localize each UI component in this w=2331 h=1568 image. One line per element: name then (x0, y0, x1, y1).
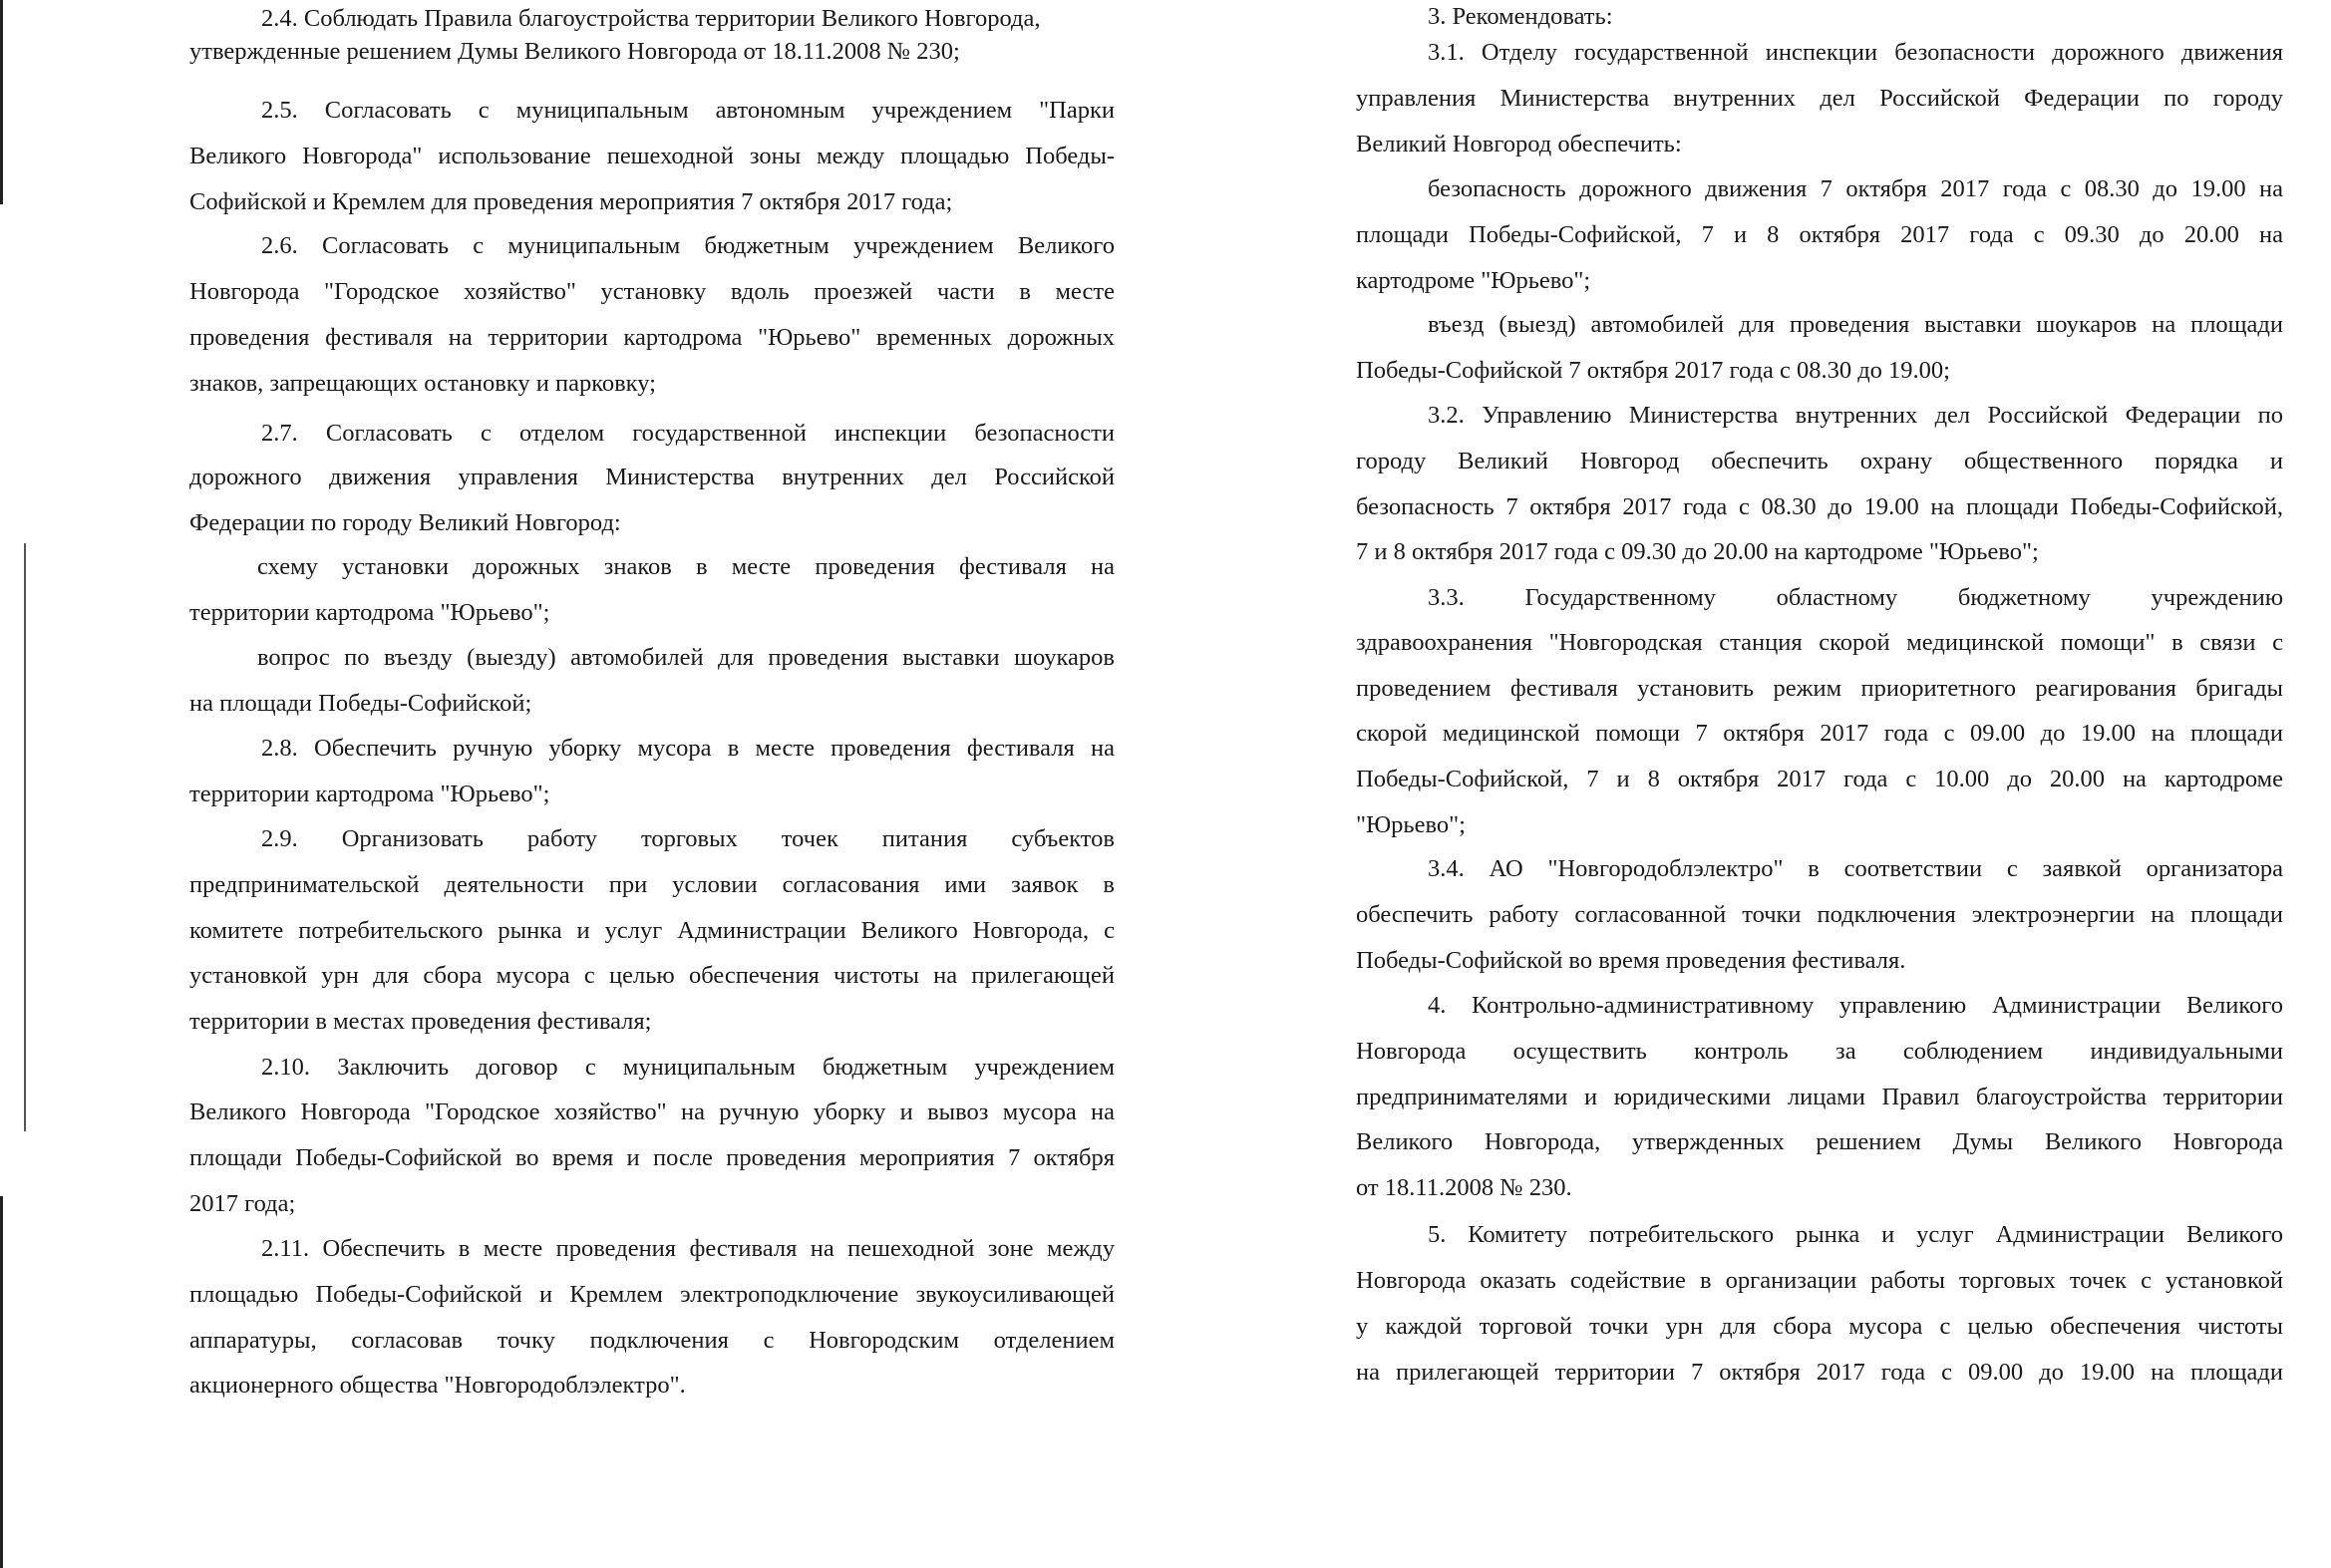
right-page-text-line: на прилегающей территории 7 октября 2017 года с 09.00 до 19.00 на площади (1356, 1359, 2283, 1386)
left-page-text-line: 2.4. Соблюдать Правила благоустройства территории Великого Новгорода, (261, 5, 1041, 32)
left-page-text-line: 2.10. Заключить договор с муниципальным бюджетным учреждением (261, 1054, 1115, 1081)
left-page-text-line: 2.6. Согласовать с муниципальным бюджетным учреждением Великого (261, 232, 1115, 259)
scan-edge-mark (0, 0, 3, 204)
right-page-text-line: Новгорода осуществить контроль за соблюдением индивидуальными (1356, 1038, 2283, 1065)
right-page-text-line: Победы-Софийской, 7 и 8 октября 2017 года с 10.00 до 20.00 на картодроме (1356, 766, 2283, 792)
right-page-text-line: проведением фестиваля установить режим приоритетного реагирования бригады (1356, 675, 2283, 702)
left-page-text-line: проведения фестиваля на территории картодрома "Юрьево" временных дорожных (189, 324, 1115, 351)
left-page-text-line: акционерного общества "Новгородоблэлектро". (189, 1372, 686, 1399)
right-page-text-line: управления Министерства внутренних дел Российской Федерации по городу (1356, 85, 2283, 112)
left-page-text-line: территории картодрома "Юрьево"; (189, 599, 550, 626)
right-page-text-line: скорой медицинской помощи 7 октября 2017 года с 09.00 до 19.00 на площади (1356, 720, 2283, 747)
right-page-text-line: 3. Рекомендовать: (1428, 3, 1613, 30)
right-page-text-line: Новгорода оказать содействие в организации работы торговых точек с установкой (1356, 1267, 2283, 1294)
right-page-text-line: 5. Комитету потребительского рынка и услуг Администрации Великого (1428, 1221, 2283, 1248)
right-page-text-line: безопасность дорожного движения 7 октября 2017 года с 08.30 до 19.00 на (1428, 175, 2283, 202)
left-page-text-line: схему установки дорожных знаков в месте проведения фестиваля на (257, 553, 1115, 580)
left-page-text-line: вопрос по въезду (выезду) автомобилей для проведения выставки шоукаров (257, 644, 1115, 671)
right-page-text-line: 3.2. Управлению Министерства внутренних дел Российской Федерации по (1428, 402, 2283, 429)
left-page-text-line: на площади Победы-Софийской; (189, 690, 532, 717)
right-page-text-line: 7 и 8 октября 2017 года с 09.30 до 20.00 на картодроме "Юрьево"; (1356, 538, 2039, 565)
left-page-text-line: Великого Новгорода "Городское хозяйство" на ручную уборку и вывоз мусора на (189, 1098, 1115, 1125)
left-page-text-line: территории в местах проведения фестиваля; (189, 1008, 652, 1035)
right-page-text-line: 3.1. Отделу государственной инспекции безопасности дорожного движения (1428, 39, 2283, 66)
right-page-text-line: городу Великий Новгород обеспечить охрану общественного порядка и (1356, 448, 2283, 474)
right-page-text-line: предпринимателями и юридическими лицами Правил благоустройства территории (1356, 1084, 2283, 1110)
scan-edge-mark (0, 1196, 3, 1568)
left-page-text-line: Федерации по городу Великий Новгород: (189, 509, 621, 536)
right-page-text-line: здравоохранения "Новгородская станция скорой медицинской помощи" в связи с (1356, 629, 2283, 656)
left-page-text-line: площадью Победы-Софийской и Кремлем электроподключение звукоусиливающей (189, 1281, 1115, 1308)
left-page-text-line: предпринимательской деятельности при условии согласования ими заявок в (189, 871, 1115, 898)
right-page-text-line: 3.3. Государственному областному бюджетному учреждению (1428, 584, 2283, 611)
right-page-text-line: у каждой торговой точки урн для сбора мусора с целью обеспечения чистоты (1356, 1313, 2283, 1340)
right-page-text-line: картодроме "Юрьево"; (1356, 267, 1591, 294)
left-page-text-line: площади Победы-Софийской во время и после проведения мероприятия 7 октября (189, 1144, 1115, 1171)
right-page-text-line: обеспечить работу согласованной точки подключения электроэнергии на площади (1356, 901, 2283, 928)
right-page-text-line: безопасность 7 октября 2017 года с 08.30 до 19.00 на площади Победы-Софийской, (1356, 493, 2283, 520)
left-page-text-line: 2.8. Обеспечить ручную уборку мусора в месте проведения фестиваля на (261, 735, 1115, 762)
right-page-text-line: от 18.11.2008 № 230. (1356, 1174, 1572, 1201)
right-page-text-line: Великий Новгород обеспечить: (1356, 131, 1682, 157)
left-page-text-line: дорожного движения управления Министерства внутренних дел Российской (189, 464, 1115, 490)
left-page-text-line: 2.7. Согласовать с отделом государственной инспекции безопасности (261, 420, 1115, 447)
left-page-text-line: аппаратуры, согласовав точку подключения с Новгородским отделением (189, 1327, 1115, 1354)
right-page-text-line: Победы-Софийской во время проведения фестиваля. (1356, 947, 1906, 974)
scan-edge-mark (24, 543, 26, 1131)
right-page-text-line: Великого Новгорода, утвержденных решением Думы Великого Новгорода (1356, 1128, 2283, 1155)
left-page-text-line: территории картодрома "Юрьево"; (189, 781, 550, 807)
left-page-text-line: Софийской и Кремлем для проведения мероприятия 7 октября 2017 года; (189, 188, 953, 215)
right-page-text-line: "Юрьево"; (1356, 811, 1466, 838)
left-page-text-line: Великого Новгорода" использование пешеходной зоны между площадью Победы- (189, 143, 1115, 169)
right-page-text-line: Победы-Софийской 7 октября 2017 года с 08.30 до 19.00; (1356, 357, 1950, 384)
right-page-text-line: площади Победы-Софийской, 7 и 8 октября 2017 года с 09.30 до 20.00 на (1356, 221, 2283, 248)
left-page-text-line: 2.5. Согласовать с муниципальным автономным учреждением "Парки (261, 97, 1115, 124)
left-page-text-line: Новгорода "Городское хозяйство" установку вдоль проезжей части в месте (189, 278, 1115, 305)
right-page-text-line: 4. Контрольно-административному управлению Администрации Великого (1428, 992, 2283, 1019)
left-page-text-line: 2.9. Организовать работу торговых точек питания субъектов (261, 825, 1115, 852)
right-page-text-line: въезд (выезд) автомобилей для проведения выставки шоукаров на площади (1428, 311, 2283, 338)
left-page-text-line: 2017 года; (189, 1190, 296, 1217)
left-page-text-line: комитете потребительского рынка и услуг Администрации Великого Новгорода, с (189, 917, 1115, 944)
left-page-text-line: знаков, запрещающих остановку и парковку; (189, 370, 656, 397)
left-page-text-line: установкой урн для сбора мусора с целью обеспечения чистоты на прилегающей (189, 962, 1115, 989)
left-page-text-line: утвержденные решением Думы Великого Новгорода от 18.11.2008 № 230; (189, 38, 960, 65)
left-page-text-line: 2.11. Обеспечить в месте проведения фестиваля на пешеходной зоне между (261, 1235, 1115, 1262)
right-page-text-line: 3.4. АО "Новгородоблэлектро" в соответствии с заявкой организатора (1428, 855, 2283, 882)
